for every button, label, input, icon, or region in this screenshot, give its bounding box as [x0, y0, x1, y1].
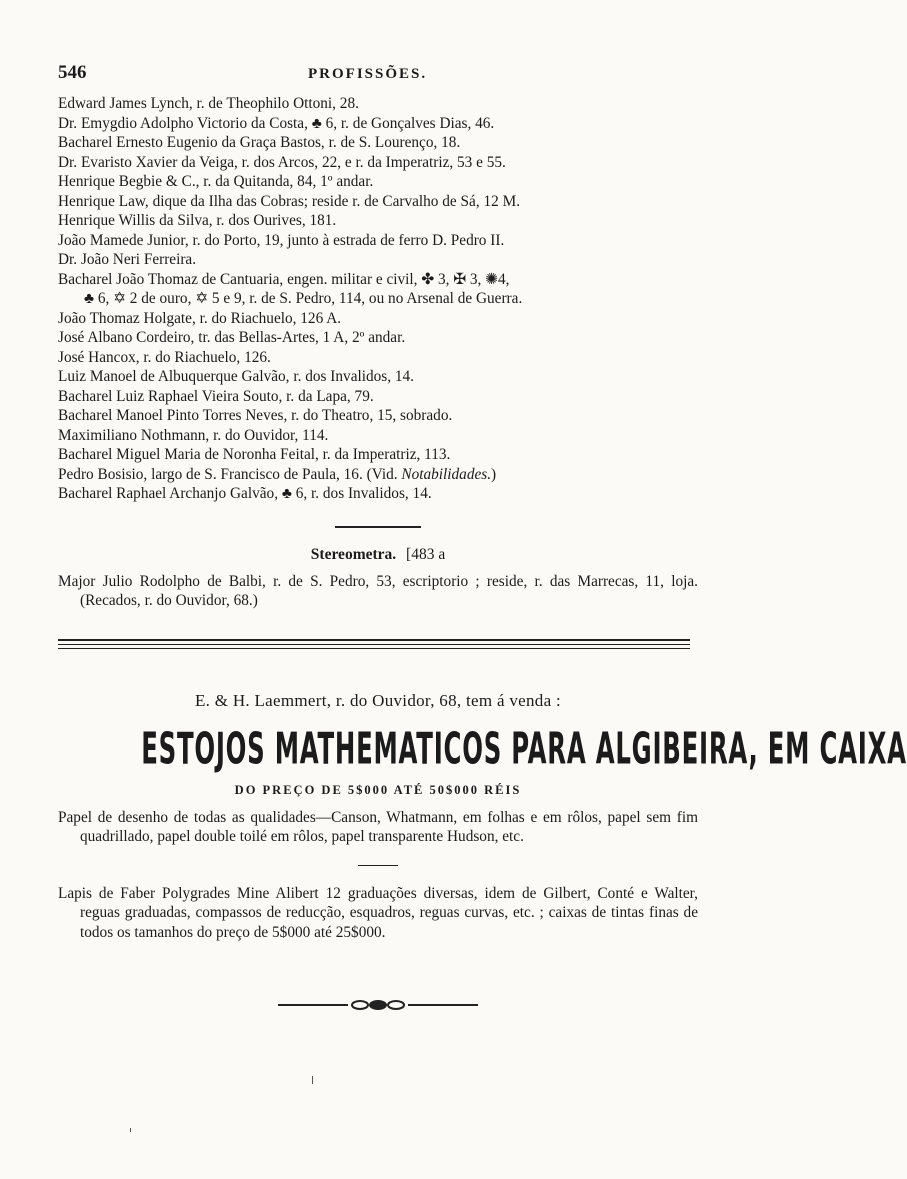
- page: [58, 62, 907, 1012]
- list-item-text: ): [491, 465, 497, 483]
- list-item: [58, 465, 698, 485]
- entry-line: Major Julio Rodolpho de Balbi, r. de S. Pedro, 53, escriptorio ; reside, r. das: [58, 572, 571, 590]
- list-item-text: Pedro Bosisio, largo de S. Francisco de Paula, 16. (Vid.: [58, 465, 402, 483]
- section-divider: [335, 526, 421, 528]
- list-item: Bacharel João Thomaz de Cantuaria, engen. militar e civil, ✤ 3, ✠ 3, ✺4,: [58, 270, 510, 288]
- page-number: 546: [58, 62, 87, 83]
- section-ref: [483 a: [406, 545, 446, 563]
- list-item: Henrique Law, dique da Ilha das Cobras; reside r. de Carvalho de Sá, 12 M.: [58, 192, 521, 210]
- page-divider: [58, 639, 690, 649]
- list-item: Henrique Begbie & C., r. da Quitanda, 84, 1º andar.: [58, 173, 374, 190]
- list-item: Maximiliano Nothmann, r. do Ouvidor, 114.: [58, 426, 329, 444]
- page-header: [58, 62, 698, 92]
- advert-intro: E. & H. Laemmert, r. do Ouvidor, 68, tem á venda :: [194, 690, 562, 710]
- speck-mark: [130, 1128, 131, 1132]
- ornament-icon: [278, 998, 478, 1012]
- list-item: José Albano Cordeiro, tr. das Bellas-Artes, 1 A, 2º andar.: [58, 329, 406, 346]
- advert-paragraph: Papel de desenho de todas as qualidades—Canson, Whatmann, em folhas e em rôlos, papel sem fim quadrillado, papel double toilé em rôlos, papel transparente Hudson, etc.: [58, 808, 698, 845]
- advert-price: DO PREÇO DE 5$000 ATÉ 50$000 RÉIS: [234, 782, 522, 797]
- list-item: Dr. Evaristo Xavier da Veiga, r. dos Arcos, 22, e r. da Imperatriz, 53 e 55.: [58, 153, 506, 171]
- cross-reference: Notabilidades.: [401, 465, 492, 483]
- list-item: Bacharel Raphael Archanjo Galvão, ♣ 6, r. dos Invalidos, 14.: [58, 485, 432, 502]
- list-item: João Thomaz Holgate, r. do Riachuelo, 126 A.: [58, 309, 342, 327]
- list-item: Dr. João Neri Ferreira.: [58, 251, 197, 268]
- list-item: Bacharel Miguel Maria de Noronha Feital, r. da Imperatriz, 113.: [58, 446, 451, 463]
- directory-list: [58, 94, 698, 504]
- list-item: Dr. Emygdio Adolpho Victorio da Costa, ♣ 6, r. de Gonçalves Dias, 46.: [58, 114, 495, 132]
- advert-paragraph: Lapis de Faber Polygrades Mine Alibert 12 graduações diversas, idem de Gilbert, Conté e Walter, reguas graduadas, compassos de reducção, esquadros, reguas curvas, etc. ; caixas de tintas finas de todos os tamanhos do preço de 5$000 até 25$000.: [58, 884, 698, 941]
- list-item: José Hancox, r. do Riachuelo, 126.: [58, 348, 271, 366]
- list-item-continuation: ♣ 6, ✡ 2 de ouro, ✡ 5 e 9, r. de S. Pedro, 114, ou no Arsenal de Guerra.: [84, 290, 523, 307]
- list-item: Henrique Willis da Silva, r. dos Ourives, 181.: [58, 212, 337, 229]
- running-title: PROFISSÕES.: [308, 66, 428, 82]
- stereometra-entry: [58, 572, 698, 611]
- section-heading: [58, 546, 698, 568]
- speck-mark: [312, 1076, 313, 1084]
- list-item: João Mamede Junior, r. do Porto, 19, junto à estrada de ferro D. Pedro II.: [58, 231, 505, 249]
- advert-divider: [358, 865, 398, 866]
- list-item: Bacharel Manoel Pinto Torres Neves, r. do Theatro, 15, sobrado.: [58, 407, 453, 424]
- list-item: Edward James Lynch, r. de Theophilo Ottoni, 28.: [58, 95, 359, 112]
- list-item: Bacharel Luiz Raphael Vieira Souto, r. da Lapa, 79.: [58, 387, 374, 405]
- advert-banner: ESTOJOS MATHEMATICOS PARA ALGIBEIRA, EM CAIXA: [141, 722, 907, 774]
- list-item: Luiz Manoel de Albuquerque Galvão, r. dos Invalidos, 14.: [58, 368, 415, 385]
- list-item: Bacharel Ernesto Eugenio da Graça Bastos, r. de S. Lourenço, 18.: [58, 134, 461, 151]
- section-title: Stereometra.: [310, 545, 397, 563]
- entry-line: Marrecas, 11, loja. (Recados, r. do Ouvidor, 68.): [80, 572, 698, 609]
